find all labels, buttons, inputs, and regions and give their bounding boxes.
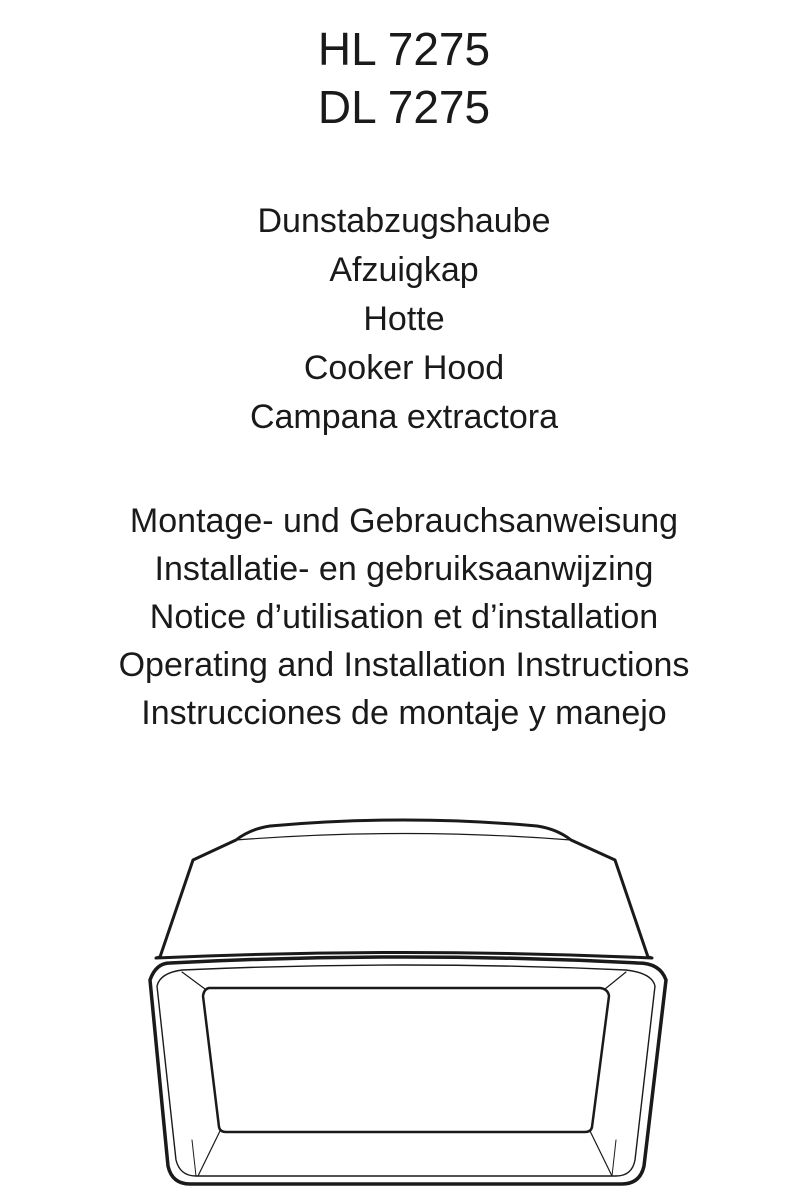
hood-housing-edge [236,834,571,841]
instruction-titles [0,497,808,737]
product-name-es: Campana extractora [249,398,559,436]
product-names [0,197,808,442]
cooker-hood-illustration [0,800,808,1190]
product-name-de: Dunstabzugshaube [257,202,551,240]
instruction-title-nl: Installatie- en gebruiksaanwijzing [154,550,654,588]
instruction-title-es: Instrucciones de montaje y manejo [141,694,667,732]
instruction-title-fr: Notice d’utilisation et d’installation [149,598,659,636]
hood-outer-frame [150,957,666,1184]
product-name-fr: Hotte [363,300,445,338]
model-dl: DL 7275 [317,81,491,133]
model-numbers [0,20,808,136]
hood-housing [156,820,652,958]
model-hl: HL 7275 [317,23,491,75]
instruction-title-en: Operating and Installation Instructions [118,646,690,684]
instruction-title-de: Montage- und Gebrauchsanweisung [129,502,679,540]
product-name-en: Cooker Hood [303,349,505,387]
product-name-nl: Afzuigkap [329,251,479,289]
